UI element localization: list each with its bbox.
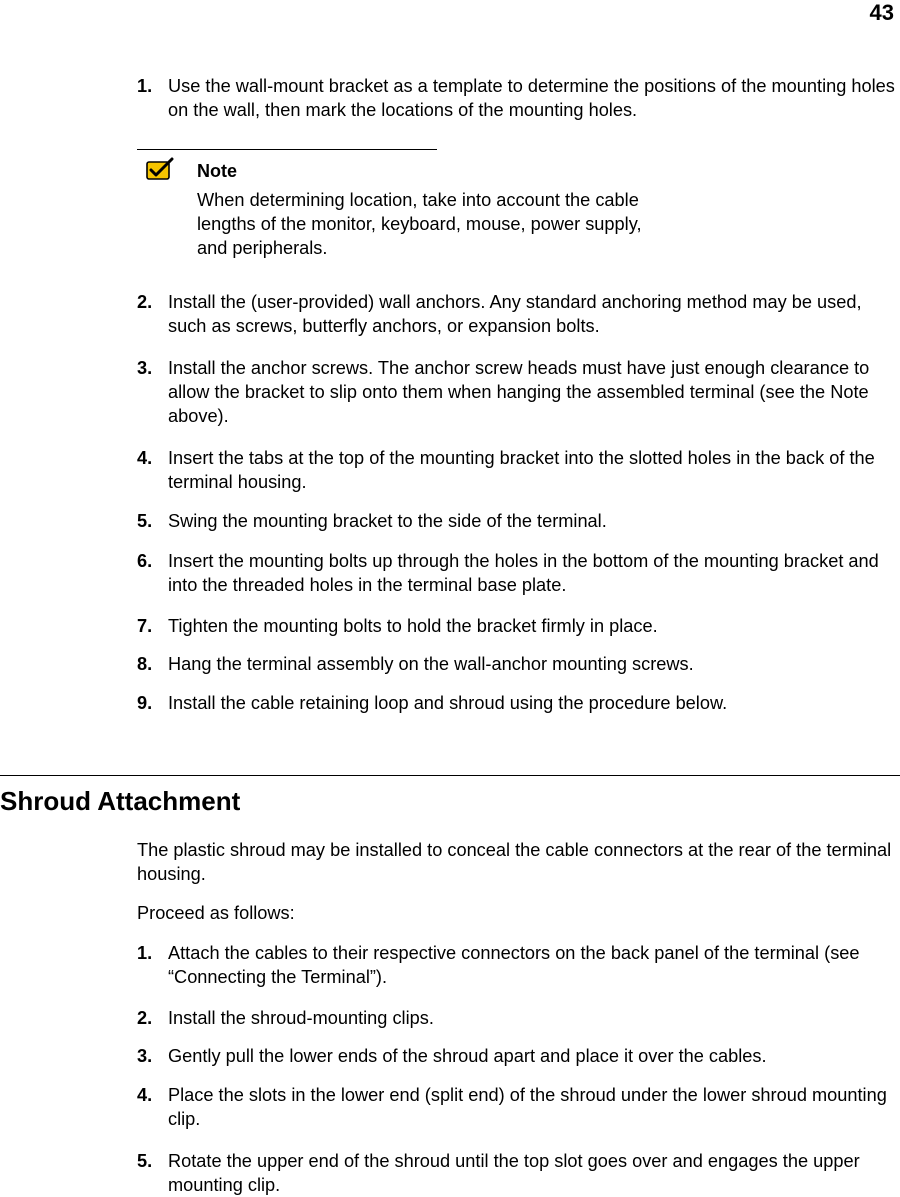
step-text: Install the cable retaining loop and shroud using the procedure below. [168,693,728,713]
section-divider [0,775,900,776]
step-7 [137,614,897,638]
shroud-step-3 [137,1044,897,1068]
step-3 [137,356,897,428]
step-text: Insert the tabs at the top of the mounting bracket into the slotted holes in the back of the terminal housing. [168,448,875,492]
step-6 [137,549,897,597]
note-label: Note [197,161,237,181]
step-number: 4. [137,448,153,468]
step-number: 1. [137,76,153,96]
page-number: 43 [869,0,894,25]
note-divider [137,149,437,150]
step-text: Gently pull the lower ends of the shroud apart and place it over the cables. [168,1046,767,1066]
step-number: 8. [137,654,153,674]
step-5 [137,509,897,533]
step-number: 1. [137,943,153,963]
step-number: 2. [137,1008,153,1028]
note-line: When determining location, take into account the cable [197,190,639,210]
step-number: 3. [137,1046,153,1066]
step-number: 9. [137,693,153,713]
step-text: Rotate the upper end of the shroud until the top slot goes over and engages the upper mounting clip. [168,1151,860,1195]
shroud-step-4 [137,1083,897,1131]
step-8 [137,652,897,676]
shroud-step-1 [137,941,897,989]
step-text: Use the wall-mount bracket as a template to determine the positions of the mounting holes on the wall, then mark the locations of the mounting holes. [168,76,895,120]
step-text: Install the (user-provided) wall anchors. Any standard anchoring method may be used, such as screws, butterfly anchors, or expansion bolts. [168,292,862,336]
step-text: Attach the cables to their respective connectors on the back panel of the terminal (see “Connecting the Terminal”). [168,943,860,987]
shroud-step-5 [137,1149,897,1197]
step-text: Install the shroud-mounting clips. [168,1008,434,1028]
step-number: 7. [137,616,153,636]
step-text: Swing the mounting bracket to the side of the terminal. [168,511,607,531]
shroud-step-2 [137,1006,897,1030]
step-4 [137,446,897,494]
step-text: Insert the mounting bolts up through the holes in the bottom of the mounting bracket and into the threaded holes in the terminal base plate. [168,551,879,595]
step-text: Place the slots in the lower end (split end) of the shroud under the lower shroud mounting clip. [168,1085,887,1129]
section-title: Shroud Attachment [0,786,241,816]
step-number: 4. [137,1085,153,1105]
step-text: Hang the terminal assembly on the wall-anchor mounting screws. [168,654,694,674]
step-1 [137,74,897,122]
checkmark-note-icon [145,157,175,181]
step-number: 6. [137,551,153,571]
step-number: 2. [137,292,153,312]
section-intro: The plastic shroud may be installed to conceal the cable connectors at the rear of the terminal housing. [137,840,892,884]
step-9 [137,691,897,715]
step-text: Install the anchor screws. The anchor screw heads must have just enough clearance to allow the bracket to slip onto them when hanging the assembled terminal (see the Note above). [168,358,870,426]
note-line: lengths of the monitor, keyboard, mouse, power supply, [197,214,642,234]
step-number: 5. [137,1151,153,1171]
note-line: and peripherals. [197,238,328,258]
step-number: 5. [137,511,153,531]
step-text: Tighten the mounting bolts to hold the bracket firmly in place. [168,616,658,636]
note-body [197,188,717,260]
step-2 [137,290,897,338]
proceed-text: Proceed as follows: [137,903,295,923]
step-number: 3. [137,358,153,378]
